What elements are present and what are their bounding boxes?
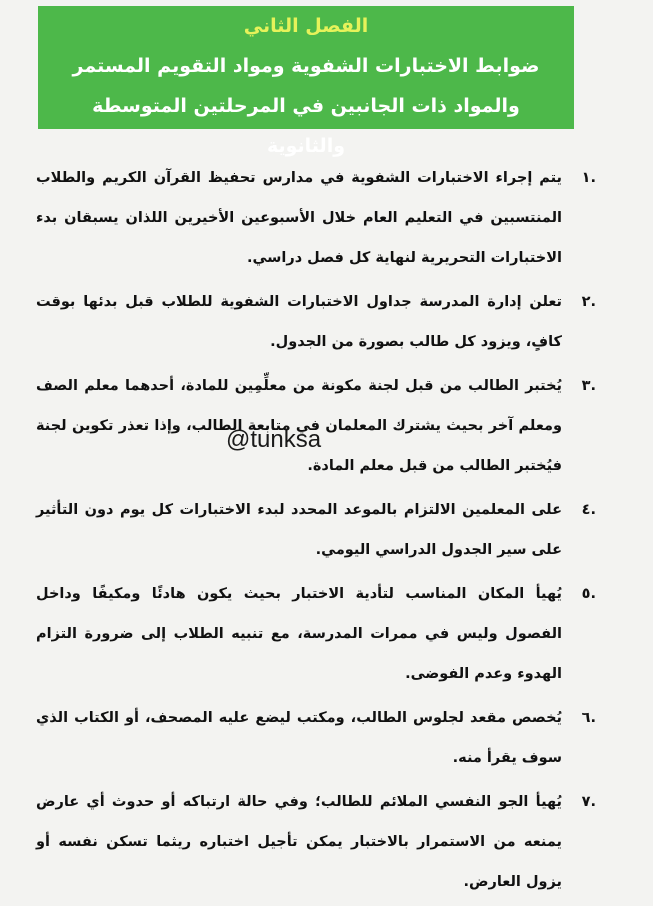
item-text: يُهيأ الجو النفسي الملائم للطالب؛ وفي حالة ارتباكه أو حدوث أي عارض يمنعه من الاستمرار بالاختبار يمكن تأجيل اختباره ريثما تسكن نفسه أو يزول العارض. (36, 794, 562, 890)
item-number: .٢ (581, 294, 596, 310)
item-number: .٣ (581, 378, 596, 394)
watermark-handle: @tunksa (226, 426, 322, 453)
item-text: يُخصص مقعد لجلوس الطالب، ومكتب ليضع عليه المصحف، أو الكتاب الذي سوف يقرأ منه. (36, 710, 562, 766)
item-number: .٧ (581, 794, 596, 810)
item-text: يُهيأ المكان المناسب لتأدية الاختبار بحيث يكون هادئًا ومكيفًا وداخل الفصول وليس في ممرات المدرسة، مع تنبيه الطلاب إلى ضرورة التزام الهدوء وعدم الفوضى. (36, 586, 562, 682)
item-text: يتم إجراء الاختبارات الشفوية في مدارس تحفيظ القرآن الكريم والطلاب المنتسبين في التعليم العام خلال الأسبوعين الأخيرين اللذان يسبقان بدء الاختبارات التحريرية لنهاية كل فصل دراسي. (36, 170, 562, 266)
item-number: .٤ (581, 502, 596, 518)
list-item (36, 574, 596, 694)
item-number: .٦ (581, 710, 596, 726)
chapter-label: الفصل الثاني (243, 15, 369, 37)
item-text: على المعلمين الالتزام بالموعد المحدد لبدء الاختبارات كل يوم دون التأثير على سير الجدول الدراسي اليومي. (36, 502, 562, 558)
list-item (36, 782, 596, 902)
list-item (36, 282, 596, 362)
list-item (36, 490, 596, 570)
chapter-header-banner (38, 6, 574, 157)
chapter-title: ضوابط الاختبارات الشفوية ومواد التقويم المستمر والمواد ذات الجانبين في المرحلتين المتوسطة والثانوية (72, 55, 540, 157)
list-item (36, 158, 596, 278)
list-item (36, 698, 596, 778)
item-number: .١ (581, 170, 596, 186)
item-number: .٥ (581, 586, 596, 602)
item-text: يُختبر الطالب من قبل لجنة مكونة من معلِّمِين للمادة، أحدهما معلم الصف ومعلم آخر بحيث يشترك المعلمان في متابعة الطالب، وإذا تعذر تكوين لجنة فيُختبر الطالب من قبل معلم المادة. (36, 378, 562, 474)
item-text: تعلن إدارة المدرسة جداول الاختبارات الشفوية للطلاب قبل بدئها بوقت كافٍ، ويزود كل طالب بصورة من الجدول. (36, 294, 562, 350)
rules-list (36, 158, 596, 906)
